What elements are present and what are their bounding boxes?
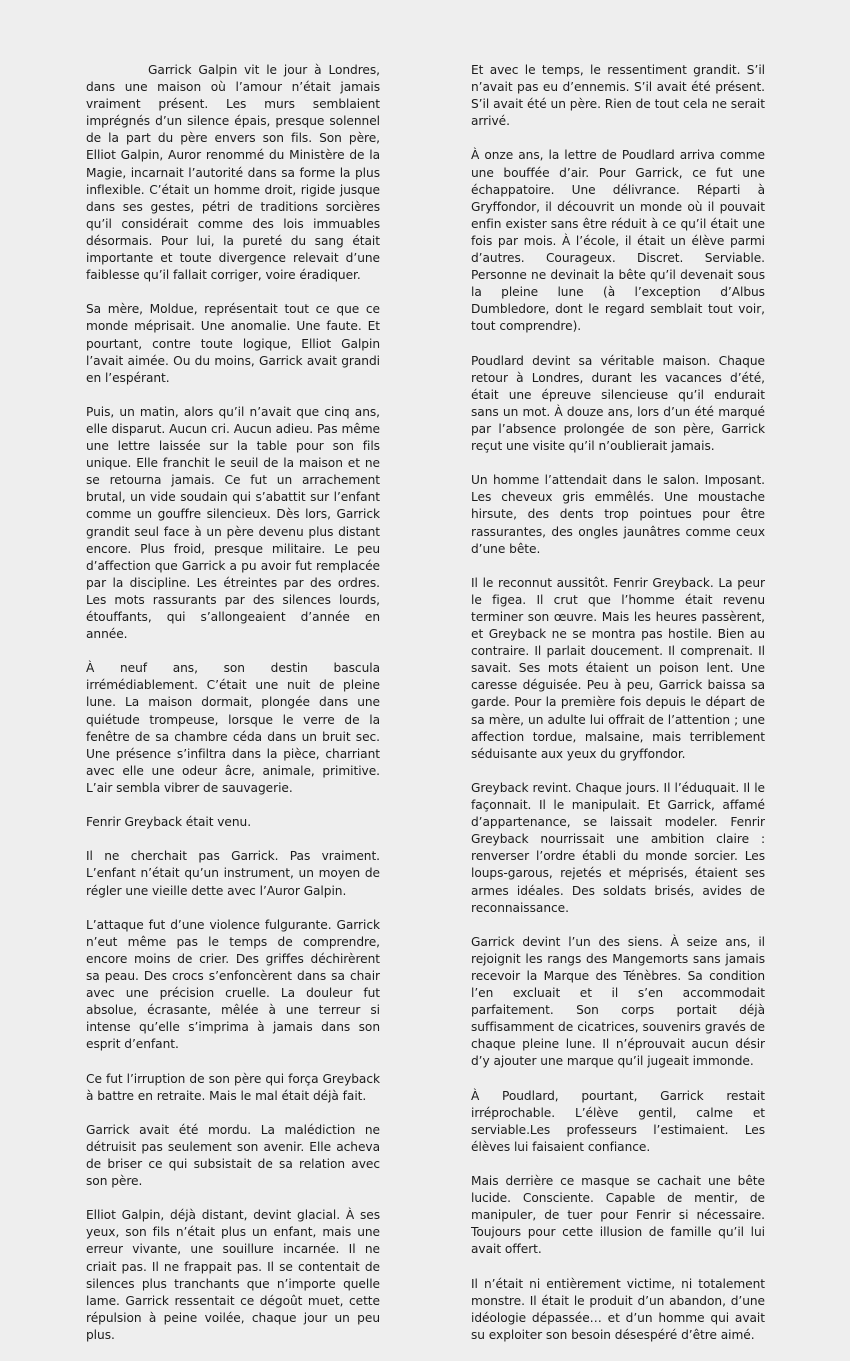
paragraph: Ce fut l’irruption de son père qui força Greyback à battre en retraite. Mais le mal était déjà fait. bbox=[86, 1071, 380, 1103]
right-column bbox=[471, 62, 765, 1361]
paragraph: Puis, un matin, alors qu’il n’avait que cinq ans, elle disparut. Aucun cri. Aucun adieu. Pas même une lettre laissée sur la table pour son fils unique. Elle franchit le seuil de la maison et ne se retourna jamais. Ce fut un arrachement brutal, un vide soudain qui s’abattit sur l’enfant comme un gouffre silencieux. Dès lors, Garrick grandit seul face à un père devenu plus distant encore. Plus froid, presque militaire. Le peu d’affection que Garrick a pu avoir fut remplacée par la discipline. Les étreintes par des ordres. Les mots rassurants par des silences lourds, étouffants, qui s’allongeaient d’année en année. bbox=[86, 404, 380, 642]
paragraph-text: Garrick Galpin vit le jour à Londres, dans une maison où l’amour n’était jamais vraiment présent. Les murs semblaient imprégnés d’un silence épais, presque solennel de la part du père envers son fils. Son père, Elliot Galpin, Auror renommé du Ministère de la Magie, incarnait l’autorité dans sa forme la plus inflexible. C’était un homme droit, rigide jusque dans ses gestes, pétri de traditions sorcières qu’il considérait comme des lois immuables désormais. Pour lui, la pureté du sang était importante et toute divergence relevait d’une faiblesse qu’il fallait corriger, voire éradiquer. bbox=[86, 63, 380, 283]
paragraph: Garrick devint l’un des siens. À seize ans, il rejoignit les rangs des Mangemorts sans jamais recevoir la Marque des Ténèbres. Sa condition l’en excluait et il s’en accommodait parfaitement. Son corps portait déjà suffisamment de cicatrices, souvenirs gravés de chaque pleine lune. Il n’éprouvait aucun désir d’y ajouter une marque qu’il jugeait immonde. bbox=[471, 934, 765, 1069]
paragraph bbox=[86, 62, 380, 284]
paragraph: Greyback revint. Chaque jours. Il l’éduquait. Il le façonnait. Il le manipulait. Et Garrick, affamé d’appartenance, se laissait modeler. Fenrir Greyback nourrissait une ambition claire : renverser l’ordre établi du monde sorcier. Les loups-garous, rejetés et méprisés, étaient ses armes idéales. Des soldats brisés, avides de reconnaissance. bbox=[471, 780, 765, 915]
paragraph: Un homme l’attendait dans le salon. Imposant. Les cheveux gris emmêlés. Une moustache hirsute, des dents trop pointues pour être rassurantes, des ongles jaunâtres comme ceux d’une bête. bbox=[471, 473, 765, 556]
paragraph: À onze ans, la lettre de Poudlard arriva comme une bouffée d’air. Pour Garrick, ce fut une échappatoire. Une délivrance. Réparti à Gryffondor, il découvrit un monde où il pouvait enfin exister sans être réduit à ce qu’il était une fois par mois. À l’école, il était un élève parmi d’autres. Courageux. Discret. Serviable. Personne ne devinait la bête qu’il devenait sous la pleine lune (à l’exception d’Albus Dumbledore, dont le regard semblait tout voir, tout comprendre). bbox=[471, 148, 765, 334]
paragraph: Et avec le temps, le ressentiment grandit. S’il n’avait pas eu d’ennemis. S’il avait été présent. S’il avait été un père. Rien de tout cela ne serait arrivé. bbox=[471, 63, 765, 129]
paragraph: Fenrir Greyback était venu. bbox=[86, 815, 252, 830]
paragraph: Mais derrière ce masque se cachait une bête lucide. Consciente. Capable de mentir, de manipuler, de tuer pour Fenrir si nécessaire. Toujours pour cette illusion de famille qu’il lui avait offert. bbox=[471, 1174, 765, 1257]
left-column bbox=[86, 62, 380, 1361]
paragraph: À neuf ans, son destin bascula irrémédiablement. C’était une nuit de pleine lune. La maison dormait, plongée dans une quiétude trompeuse, lorsque le verre de la fenêtre de sa chambre céda dans un bruit sec. Une présence s’infiltra dans la pièce, charriant avec elle une odeur âcre, animale, primitive. L’air sembla vibrer de sauvagerie. bbox=[86, 661, 380, 795]
paragraph: Elliot Galpin, déjà distant, devint glacial. À ses yeux, son fils n’était plus un enfant, mais une erreur vivante, une souillure incarnée. Il ne criait pas. Il ne frappait pas. Il se contentait de silences plus tranchants que n’importe quelle lame. Garrick ressentait ce dégoût muet, cette répulsion à peine voilée, chaque jour un peu plus. bbox=[86, 1208, 380, 1342]
paragraph: Garrick avait été mordu. La malédiction ne détruisit pas seulement son avenir. Elle acheva de briser ce qui subsistait de sa relation avec son père. bbox=[86, 1122, 380, 1189]
paragraph: Poudlard devint sa véritable maison. Chaque retour à Londres, durant les vacances d’été, était une épreuve silencieuse qu’il endurait sans un mot. À douze ans, lors d’un été marqué par l’absence prolongée de son père, Garrick reçut une visite qu’il n’oublierait jamais. bbox=[471, 353, 765, 454]
paragraph: À Poudlard, pourtant, Garrick restait irréprochable. L’élève gentil, calme et serviable.Les professeurs l’estimaient. Les élèves lui faisaient confiance. bbox=[471, 1088, 765, 1154]
paragraph: Il le reconnut aussitôt. Fenrir Greyback. La peur le figea. Il crut que l’homme était revenu terminer son œuvre. Mais les heures passèrent, et Greyback ne se montra pas hostile. Bien au contraire. Il parlait doucement. Il comprenait. Il savait. Ses mots étaient un poison lent. Une caresse déguisée. Peu à peu, Garrick baissa sa garde. Pour la première fois depuis le départ de sa mère, un adulte lui offrait de l’attention ; une affection tordue, malsaine, mais terriblement séduisante aux yeux du gryffondor. bbox=[471, 575, 765, 761]
paragraph: Il n’était ni entièrement victime, ni totalement monstre. Il était le produit d’un abandon, d’une idéologie dépassée… et d’un homme qui avait su exploiter son besoin désespéré d’être aimé. bbox=[471, 1276, 765, 1342]
paragraph: Il ne cherchait pas Garrick. Pas vraiment. L’enfant n’était qu’un instrument, un moyen de régler une vieille dette avec l’Auror Galpin. bbox=[86, 849, 380, 898]
paragraph: L’attaque fut d’une violence fulgurante. Garrick n’eut même pas le temps de comprendre, encore moins de crier. Des griffes déchirèrent sa peau. Des crocs s’enfoncèrent dans sa chair avec une précision cruelle. La douleur fut absolue, écrasante, mêlée à une terreur si intense qu’elle s’imprima à jamais dans son esprit d’enfant. bbox=[86, 917, 380, 1052]
paragraph: Sa mère, Moldue, représentait tout ce que ce monde méprisait. Une anomalie. Une faute. Et pourtant, contre toute logique, Elliot Galpin l’avait aimée. Ou du moins, Garrick avait grandi en l’espérant. bbox=[86, 302, 380, 385]
